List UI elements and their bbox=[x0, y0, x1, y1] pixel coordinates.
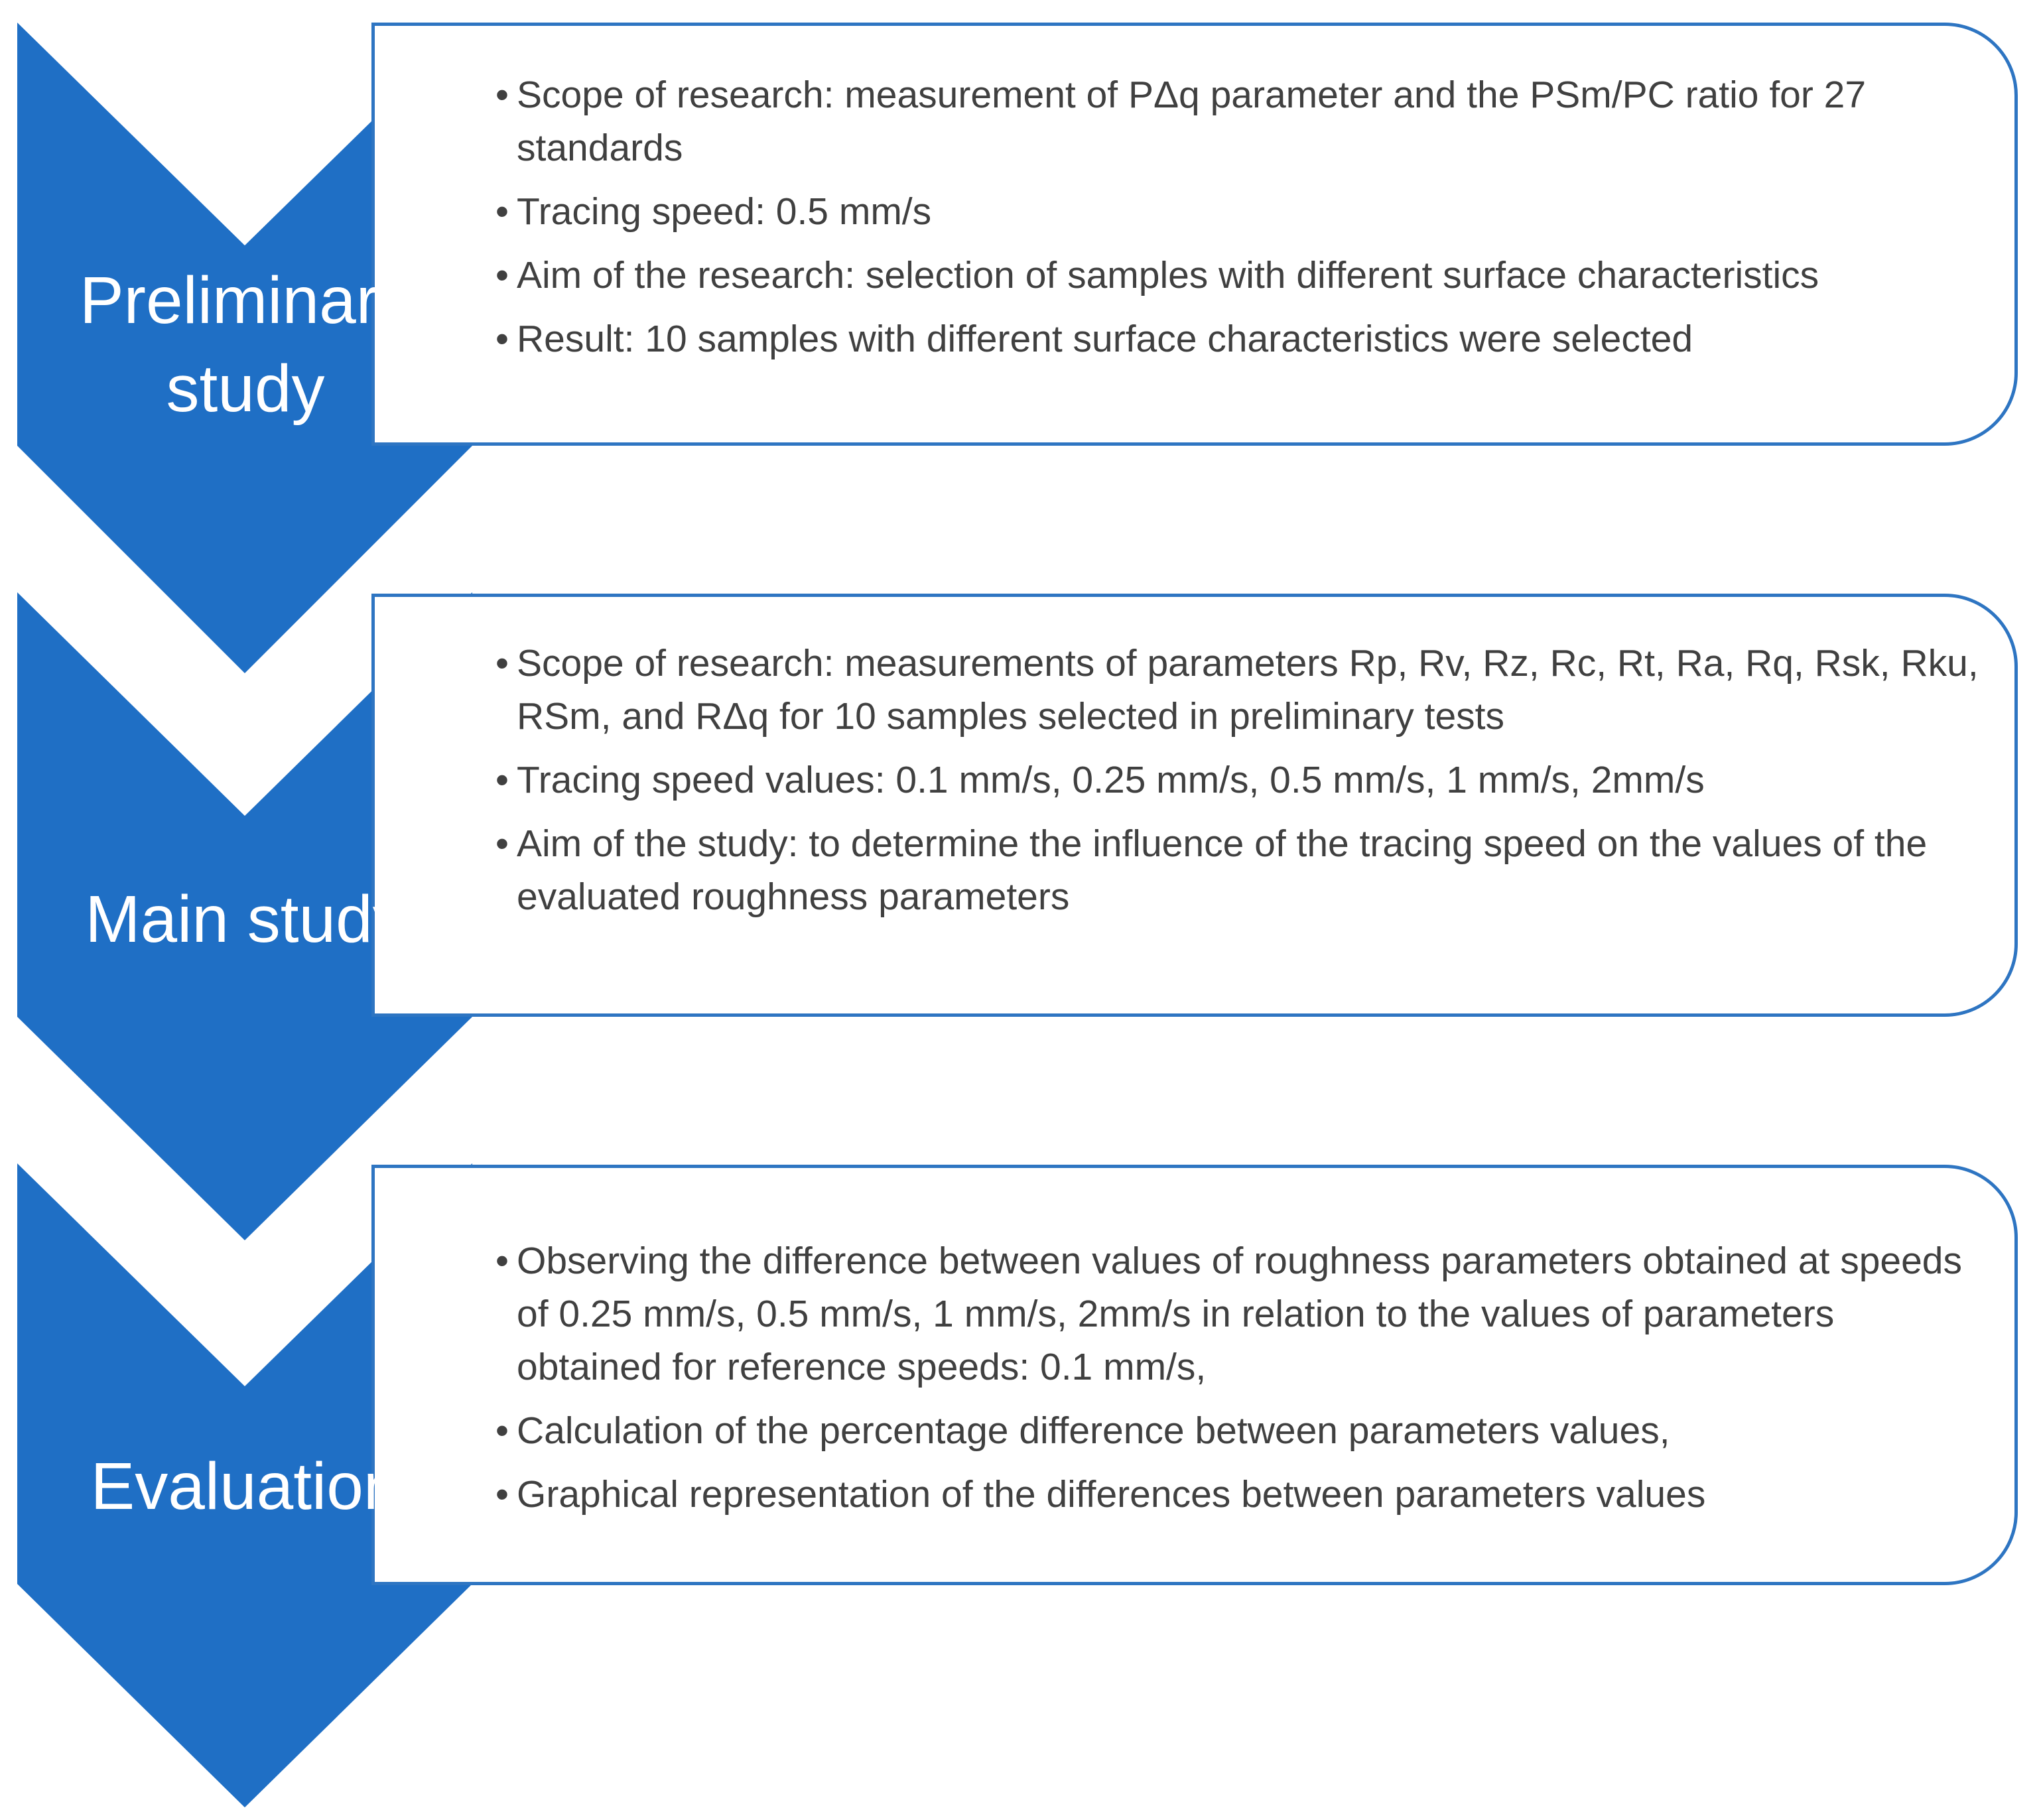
evaluation-title bbox=[20, 1443, 471, 1531]
evaluation-list bbox=[498, 1234, 1988, 1531]
main-study-title bbox=[20, 876, 471, 964]
main-study-box bbox=[371, 594, 2018, 1017]
preliminary-study-box bbox=[371, 23, 2018, 446]
list-item: • Calculation of the percentage difference between parameters values, bbox=[498, 1404, 1988, 1457]
preliminary-study-list bbox=[498, 68, 1988, 376]
title-line: Main study bbox=[85, 882, 406, 956]
list-item: • Scope of research: measurements of parameters Rp, Rv, Rz, Rc, Rt, Ra, Rq, Rsk, Rku, RSm, and RΔq for 10 samples selected in preliminary tests bbox=[498, 637, 1988, 743]
title-line: study bbox=[166, 352, 325, 426]
list-item: • Graphical representation of the differences between parameters values bbox=[498, 1468, 1988, 1521]
list-item: • Aim of the study: to determine the influence of the tracing speed on the values of the evaluated roughness parameters bbox=[498, 817, 1988, 923]
title-line: Evaluation bbox=[90, 1449, 401, 1524]
evaluation-box bbox=[371, 1165, 2018, 1585]
list-item: • Observing the difference between values of roughness parameters obtained at speeds of 0.25 mm/s, 0.5 mm/s, 1 mm/s, 2mm/s in relation to the values of parameters obtained for reference speeds: 0.1 mm/s, bbox=[498, 1234, 1988, 1394]
title-line: Preliminary bbox=[79, 263, 412, 338]
list-item: • Tracing speed values: 0.1 mm/s, 0.25 mm/s, 0.5 mm/s, 1 mm/s, 2mm/s bbox=[498, 753, 1988, 807]
list-item: • Result: 10 samples with different surface characteristics were selected bbox=[498, 312, 1988, 365]
preliminary-study-title bbox=[20, 257, 471, 433]
list-item: • Scope of research: measurement of PΔq parameter and the PSm/PC ratio for 27 standards bbox=[498, 68, 1988, 174]
main-study-list bbox=[498, 637, 1988, 934]
list-item: • Tracing speed: 0.5 mm/s bbox=[498, 185, 1988, 238]
list-item: • Aim of the research: selection of samples with different surface characteristics bbox=[498, 249, 1988, 302]
